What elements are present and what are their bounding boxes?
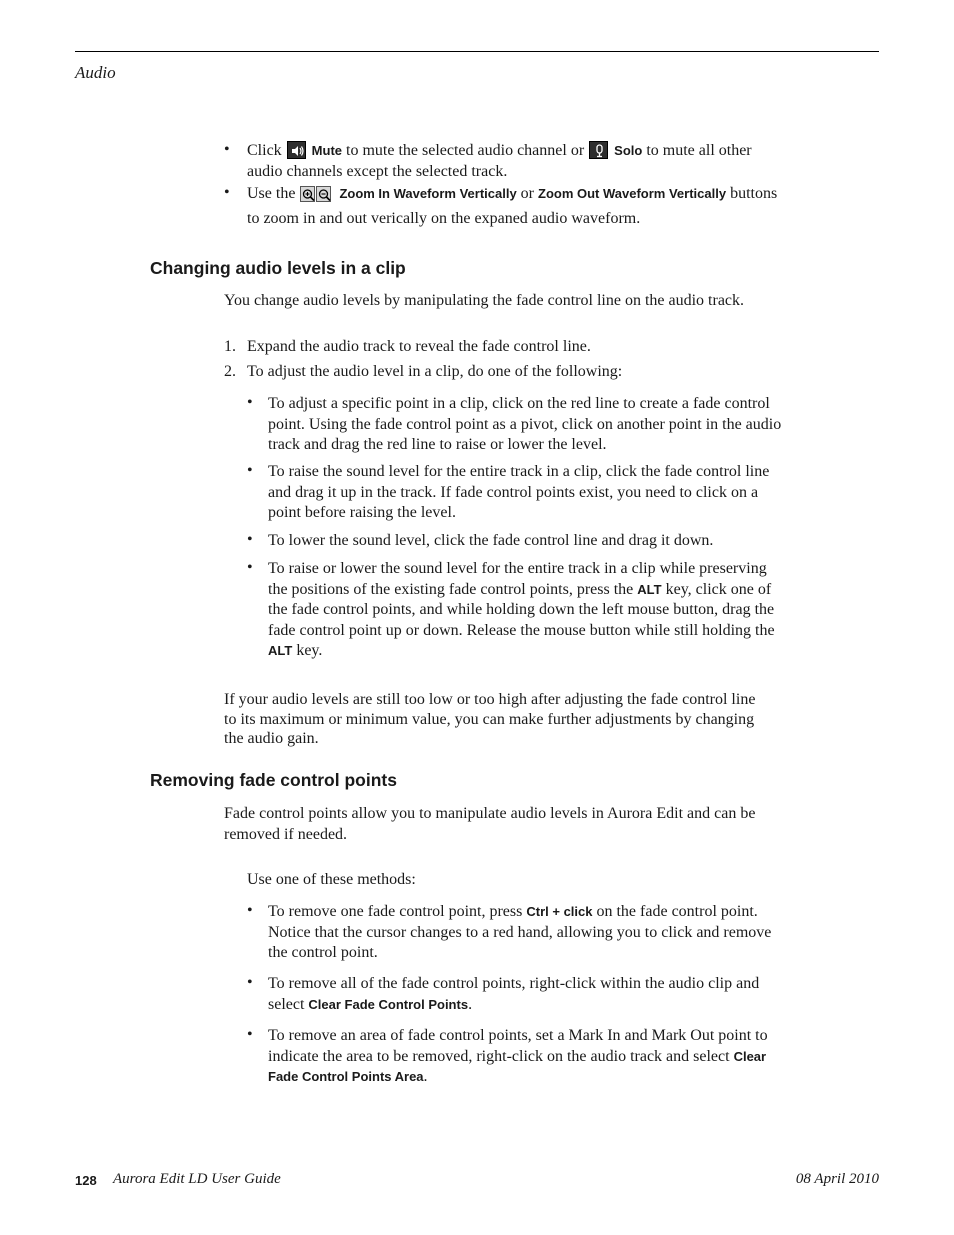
step-number: 2. bbox=[224, 363, 236, 380]
zoom-buttons bbox=[300, 186, 332, 209]
mute-solo-instruction: Click Mute to mute the selected audio channel or Solo to mute all other audio channels except the selected track. bbox=[247, 142, 752, 180]
zoom-out-icon bbox=[316, 186, 331, 202]
methods-intro: Use one of these methods: bbox=[247, 871, 416, 888]
sub-bullet-raise-level: To raise the sound level for the entire track in a clip, click the fade control line and drag it up in the track. If fade control points exist, you need to click on a point before raising the level. bbox=[268, 463, 770, 521]
clear-command-part1: Clear bbox=[733, 1048, 767, 1064]
sub-bullet-adjust-point: To adjust a specific point in a clip, click on the red line to create a fade control point. Using the fade control point as a pivot, click on another point in the audio track and drag the red line to raise or lower the level. bbox=[268, 395, 782, 453]
bullet-marker: • bbox=[247, 531, 253, 548]
mute-label: Mute bbox=[311, 143, 343, 158]
step-text: Expand the audio track to reveal the fade control line. bbox=[247, 338, 591, 355]
running-header: Audio bbox=[75, 63, 116, 82]
removal-bullet-all: To remove all of the fade control points, right-click within the audio clip and select Clear Fade Control Points. bbox=[268, 975, 760, 1013]
bullet-marker: • bbox=[247, 974, 253, 991]
clear-fade-control-points-command: Clear Fade Control Points bbox=[308, 996, 469, 1012]
section1-intro: You change audio levels by manipulating the fade control line on the audio track. bbox=[224, 292, 745, 309]
solo-icon bbox=[589, 141, 608, 159]
step-text: To adjust the audio level in a clip, do one of the following: bbox=[247, 363, 623, 380]
speaker-icon bbox=[287, 141, 306, 159]
step-number: 1. bbox=[224, 338, 236, 355]
section-heading-removing-fade-points: Removing fade control points bbox=[150, 770, 397, 790]
section2-intro: Fade control points allow you to manipulate audio levels in Aurora Edit and can be removed if needed. bbox=[224, 805, 756, 843]
header-rule bbox=[75, 51, 879, 52]
bullet-marker: • bbox=[247, 902, 253, 919]
zoom-in-label: Zoom In Waveform Vertically bbox=[339, 186, 517, 201]
bullet-marker: • bbox=[247, 394, 253, 411]
sub-bullet-lower-level: To lower the sound level, click the fade control line and drag it down. bbox=[268, 532, 714, 549]
bullet-marker: • bbox=[247, 1026, 253, 1043]
bullet-marker: • bbox=[247, 462, 253, 479]
alt-key-label: ALT bbox=[268, 643, 293, 658]
zoom-in-icon bbox=[300, 186, 315, 202]
removal-bullet-area: To remove an area of fade control points, set a Mark In and Mark Out point to indicate the area to be removed, right-click on the audio track and select Clear Fade Control Points Area. bbox=[268, 1027, 768, 1085]
removal-bullet-single: To remove one fade control point, press Ctrl + click on the fade control point. Notice that the cursor changes to a red hand, allowing you to click and remove the control point. bbox=[268, 903, 772, 961]
zoom-instruction: Use the Zoom In Waveform Vertically or Zoom Out Waveform Vertically buttons to zoom in and out verically on the expaned audio waveform. bbox=[247, 185, 778, 227]
bullet-marker: • bbox=[247, 559, 253, 576]
sub-bullet-preserve-points: To raise or lower the sound level for the entire track in a clip while preserving the positions of the existing fade control points, press the ALT key, click one of the fade control points, and while holding down the left mouse button, drag the fade control point up or down. Release the mouse button while still holding the ALT key. bbox=[268, 560, 775, 659]
document-date: 08 April 2010 bbox=[795, 1171, 879, 1187]
section-heading-changing-audio-levels: Changing audio levels in a clip bbox=[150, 258, 406, 278]
bullet-marker: • bbox=[224, 184, 230, 201]
page-number: 128 bbox=[75, 1173, 97, 1188]
bullet-marker: • bbox=[224, 141, 230, 158]
alt-key-label: ALT bbox=[637, 581, 662, 597]
ctrl-click-label: Ctrl + click bbox=[526, 904, 593, 919]
solo-label: Solo bbox=[614, 143, 643, 158]
zoom-out-label: Zoom Out Waveform Vertically bbox=[538, 186, 727, 201]
clear-command-part2: Fade Control Points Area bbox=[268, 1069, 424, 1084]
section1-closing: If your audio levels are still too low or too high after adjusting the fade control line to its maximum or minimum value, you can make further adjustments by changing the audio gain. bbox=[224, 691, 756, 747]
document-title: Aurora Edit LD User Guide bbox=[113, 1171, 281, 1187]
